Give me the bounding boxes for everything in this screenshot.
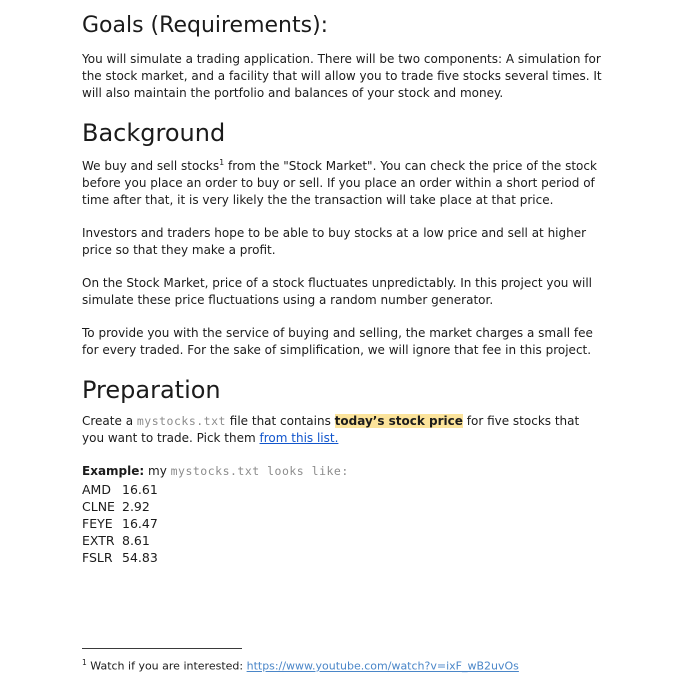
stock-row xyxy=(82,481,603,498)
preparation-paragraph xyxy=(82,413,603,447)
example-label-bold: Example: xyxy=(82,464,145,478)
background-paragraph-1 xyxy=(82,158,603,209)
stock-symbol: FEYE xyxy=(82,516,113,531)
footnote-reference-marker: 1 xyxy=(219,158,225,167)
goals-heading: Goals (Requirements): xyxy=(82,13,329,38)
example-label xyxy=(82,463,603,480)
section-goals xyxy=(82,12,603,102)
preparation-heading: Preparation xyxy=(82,376,221,404)
footnote-youtube-link[interactable]: https://www.youtube.com/watch?v=ixF_wB2uvOs xyxy=(246,659,519,673)
footnote-separator xyxy=(82,648,242,649)
stock-price: 54.83 xyxy=(122,550,158,565)
background-paragraph-3: On the Stock Market, price of a stock fluctuates unpredictably. In this project you will simulate these price fluctuations using a random number generator. xyxy=(82,276,593,307)
section-background xyxy=(82,118,603,359)
stock-row xyxy=(82,549,603,566)
paragraph-text: Create a xyxy=(82,414,137,428)
footnote-text-line xyxy=(82,655,603,674)
footnote xyxy=(82,648,603,674)
stock-symbol: AMD xyxy=(82,482,111,497)
example-label-mid: my xyxy=(144,464,171,478)
footnote-text: Watch if you are interested: xyxy=(86,659,247,673)
background-paragraph-4: To provide you with the service of buying and selling, the market charges a small fee for every traded. For the sake of simplification, we will ignore that fee in this project. xyxy=(82,326,593,357)
paragraph-text: file that contains xyxy=(225,414,335,428)
example-label-mono: mystocks.txt looks like: xyxy=(170,464,349,478)
paragraph-text: for five stocks that you want to trade. Pick them xyxy=(82,414,580,445)
stock-price: 2.92 xyxy=(122,499,150,514)
background-paragraph-2: Investors and traders hope to be able to buy stocks at a low price and sell at higher price so that they make a profit. xyxy=(82,226,587,257)
stock-price: 8.61 xyxy=(122,533,150,548)
stock-row xyxy=(82,515,603,532)
paragraph-text: from the "Stock Market". You can check the price of the stock before you place an order to buy or sell. If you place an order within a short period of time after that, it is very likely the the transaction will take place at that price. xyxy=(82,159,597,207)
inline-code-filename: mystocks.txt xyxy=(136,414,226,428)
stock-price: 16.47 xyxy=(122,516,158,531)
section-preparation xyxy=(82,375,603,566)
footnote-marker: 1 xyxy=(82,658,87,667)
stock-row xyxy=(82,498,603,515)
document-content xyxy=(82,6,603,566)
highlighted-text: today’s stock price xyxy=(334,414,463,428)
stock-row xyxy=(82,532,603,549)
stock-symbol: EXTR xyxy=(82,533,115,548)
stock-symbol: FSLR xyxy=(82,550,113,565)
stock-price: 16.61 xyxy=(122,482,158,497)
paragraph-text: We buy and sell stocks xyxy=(82,159,220,173)
stock-list xyxy=(82,481,603,566)
from-this-list-link[interactable]: from this list. xyxy=(259,431,339,445)
goals-paragraph: You will simulate a trading application. There will be two components: A simulation for the stock market, and a facility that will allow you to trade five stocks several times. It will also maintain the portfolio and balances of your stock and money. xyxy=(82,52,602,100)
background-heading: Background xyxy=(82,119,226,147)
example-block xyxy=(82,463,603,566)
stock-symbol: CLNE xyxy=(82,499,115,514)
